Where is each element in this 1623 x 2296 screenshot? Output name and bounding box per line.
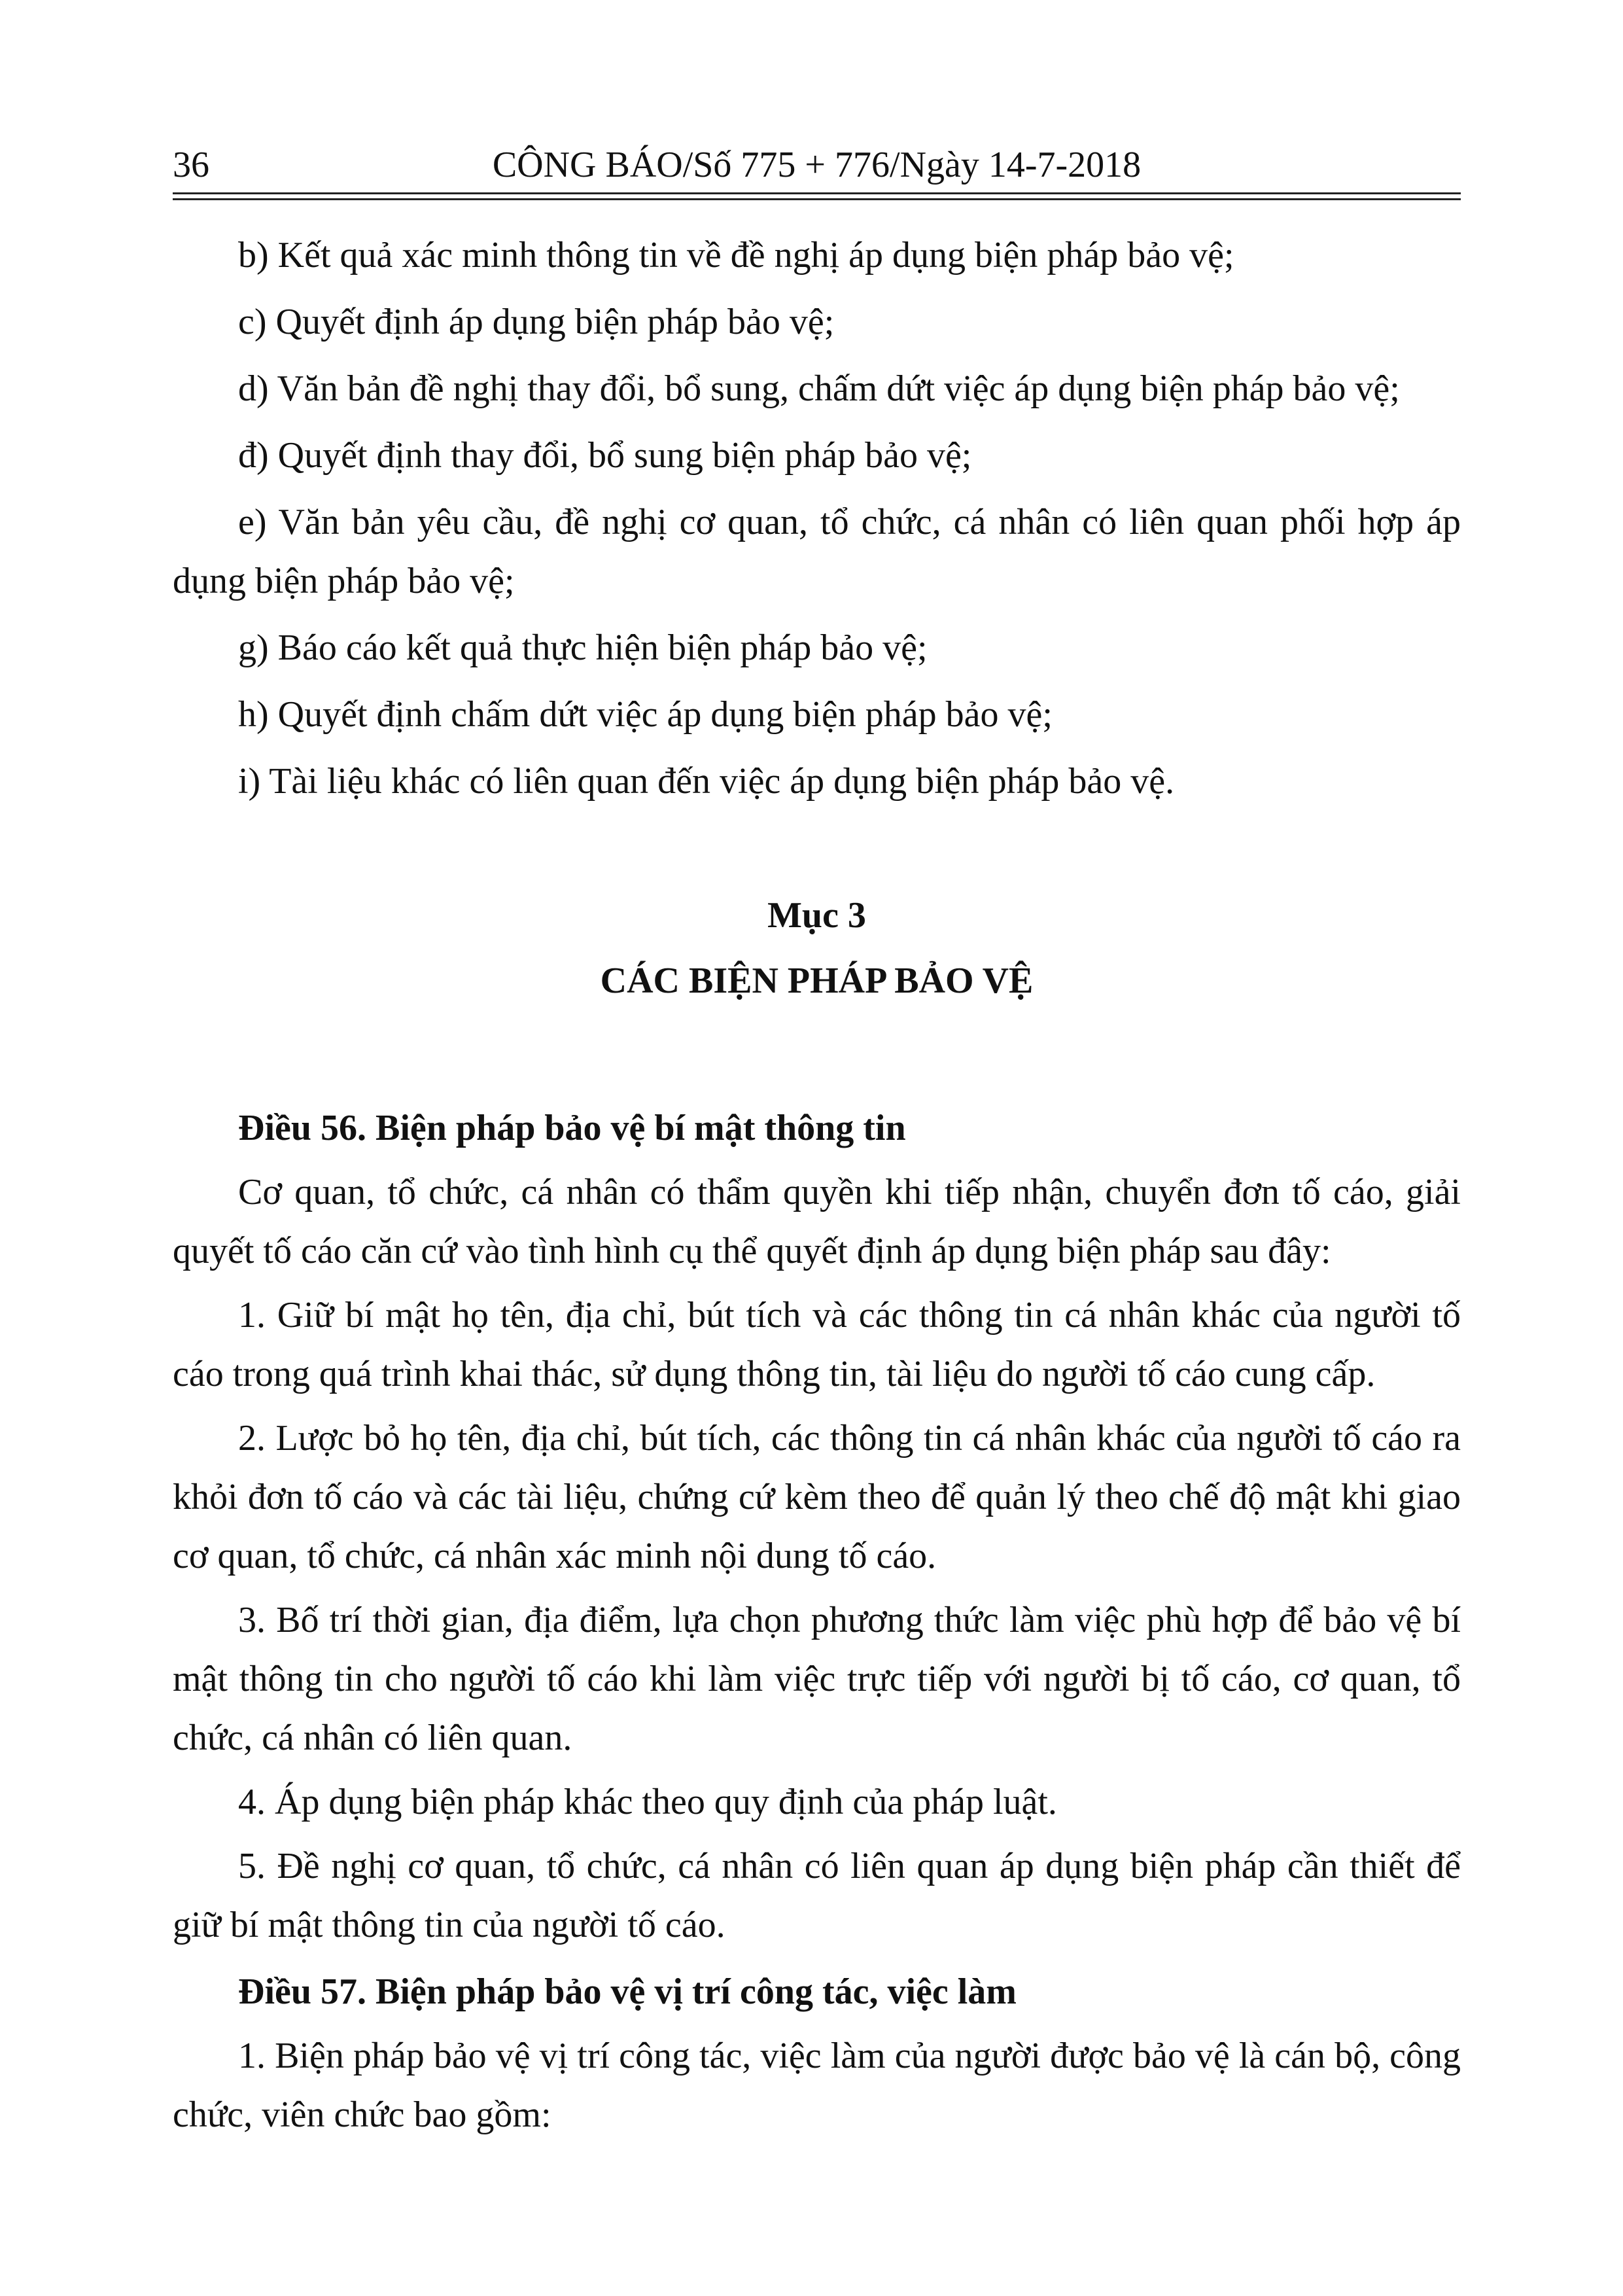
article-56-item-5: 5. Đề nghị cơ quan, tổ chức, cá nhân có liên quan áp dụng biện pháp cần thiết để giữ bí mật thông tin của người tố cáo. (173, 1846, 1461, 1945)
article-56-item-3: 3. Bố trí thời gian, địa điểm, lựa chọn phương thức làm việc phù hợp để bảo vệ bí mật thông tin cho người tố cáo khi làm việc trực tiếp với người bị tố cáo, cơ quan, tổ chức, cá nhân có liên quan. (173, 1600, 1461, 1758)
list-item-dd: đ) Quyết định thay đổi, bổ sung biện pháp bảo vệ; (238, 435, 972, 476)
publication-title: CÔNG BÁO/Số 775 + 776/Ngày 14-7-2018 (492, 145, 1142, 185)
article-57-item-1: 1. Biện pháp bảo vệ vị trí công tác, việc làm của người được bảo vệ là cán bộ, công chức, viên chức bao gồm: (173, 2036, 1461, 2135)
list-item-b: b) Kết quả xác minh thông tin về đề nghị áp dụng biện pháp bảo vệ; (238, 235, 1234, 275)
section-label: Mục 3 (767, 895, 866, 936)
article-56-intro: Cơ quan, tổ chức, cá nhân có thẩm quyền khi tiếp nhận, chuyển đơn tố cáo, giải quyết tố cáo căn cứ vào tình hình cụ thể quyết định áp dụng biện pháp sau đây: (173, 1172, 1461, 1271)
article-57-title: Điều 57. Biện pháp bảo vệ vị trí công tác, việc làm (238, 1971, 1017, 2012)
article-56-title: Điều 56. Biện pháp bảo vệ bí mật thông tin (238, 1108, 906, 1148)
list-item-g: g) Báo cáo kết quả thực hiện biện pháp bảo vệ; (238, 627, 928, 668)
article-56-item-2: 2. Lược bỏ họ tên, địa chỉ, bút tích, các thông tin cá nhân khác của người tố cáo ra khỏi đơn tố cáo và các tài liệu, chứng cứ kèm theo để quản lý theo chế độ mật khi giao cơ quan, tổ chức, cá nhân xác minh nội dung tố cáo. (173, 1418, 1461, 1576)
header-rule-top (173, 192, 1461, 194)
list-item-c: c) Quyết định áp dụng biện pháp bảo vệ; (238, 302, 835, 342)
page-number: 36 (173, 145, 209, 185)
list-item-h: h) Quyết định chấm dứt việc áp dụng biện pháp bảo vệ; (238, 694, 1053, 735)
article-56-item-1: 1. Giữ bí mật họ tên, địa chỉ, bút tích và các thông tin cá nhân khác của người tố cáo trong quá trình khai thác, sử dụng thông tin, tài liệu do người tố cáo cung cấp. (173, 1295, 1461, 1394)
list-item-i: i) Tài liệu khác có liên quan đến việc áp dụng biện pháp bảo vệ. (238, 761, 1175, 802)
document-body (173, 226, 1461, 2144)
section-title: CÁC BIỆN PHÁP BẢO VỆ (600, 961, 1034, 1001)
list-item-e: e) Văn bản yêu cầu, đề nghị cơ quan, tổ chức, cá nhân có liên quan phối hợp áp dụng biện pháp bảo vệ; (173, 502, 1461, 601)
list-item-d: d) Văn bản đề nghị thay đổi, bổ sung, chấm dứt việc áp dụng biện pháp bảo vệ; (238, 368, 1400, 409)
page-header (173, 139, 1461, 198)
article-56-item-4: 4. Áp dụng biện pháp khác theo quy định của pháp luật. (238, 1782, 1057, 1822)
header-rule-bottom (173, 198, 1461, 200)
